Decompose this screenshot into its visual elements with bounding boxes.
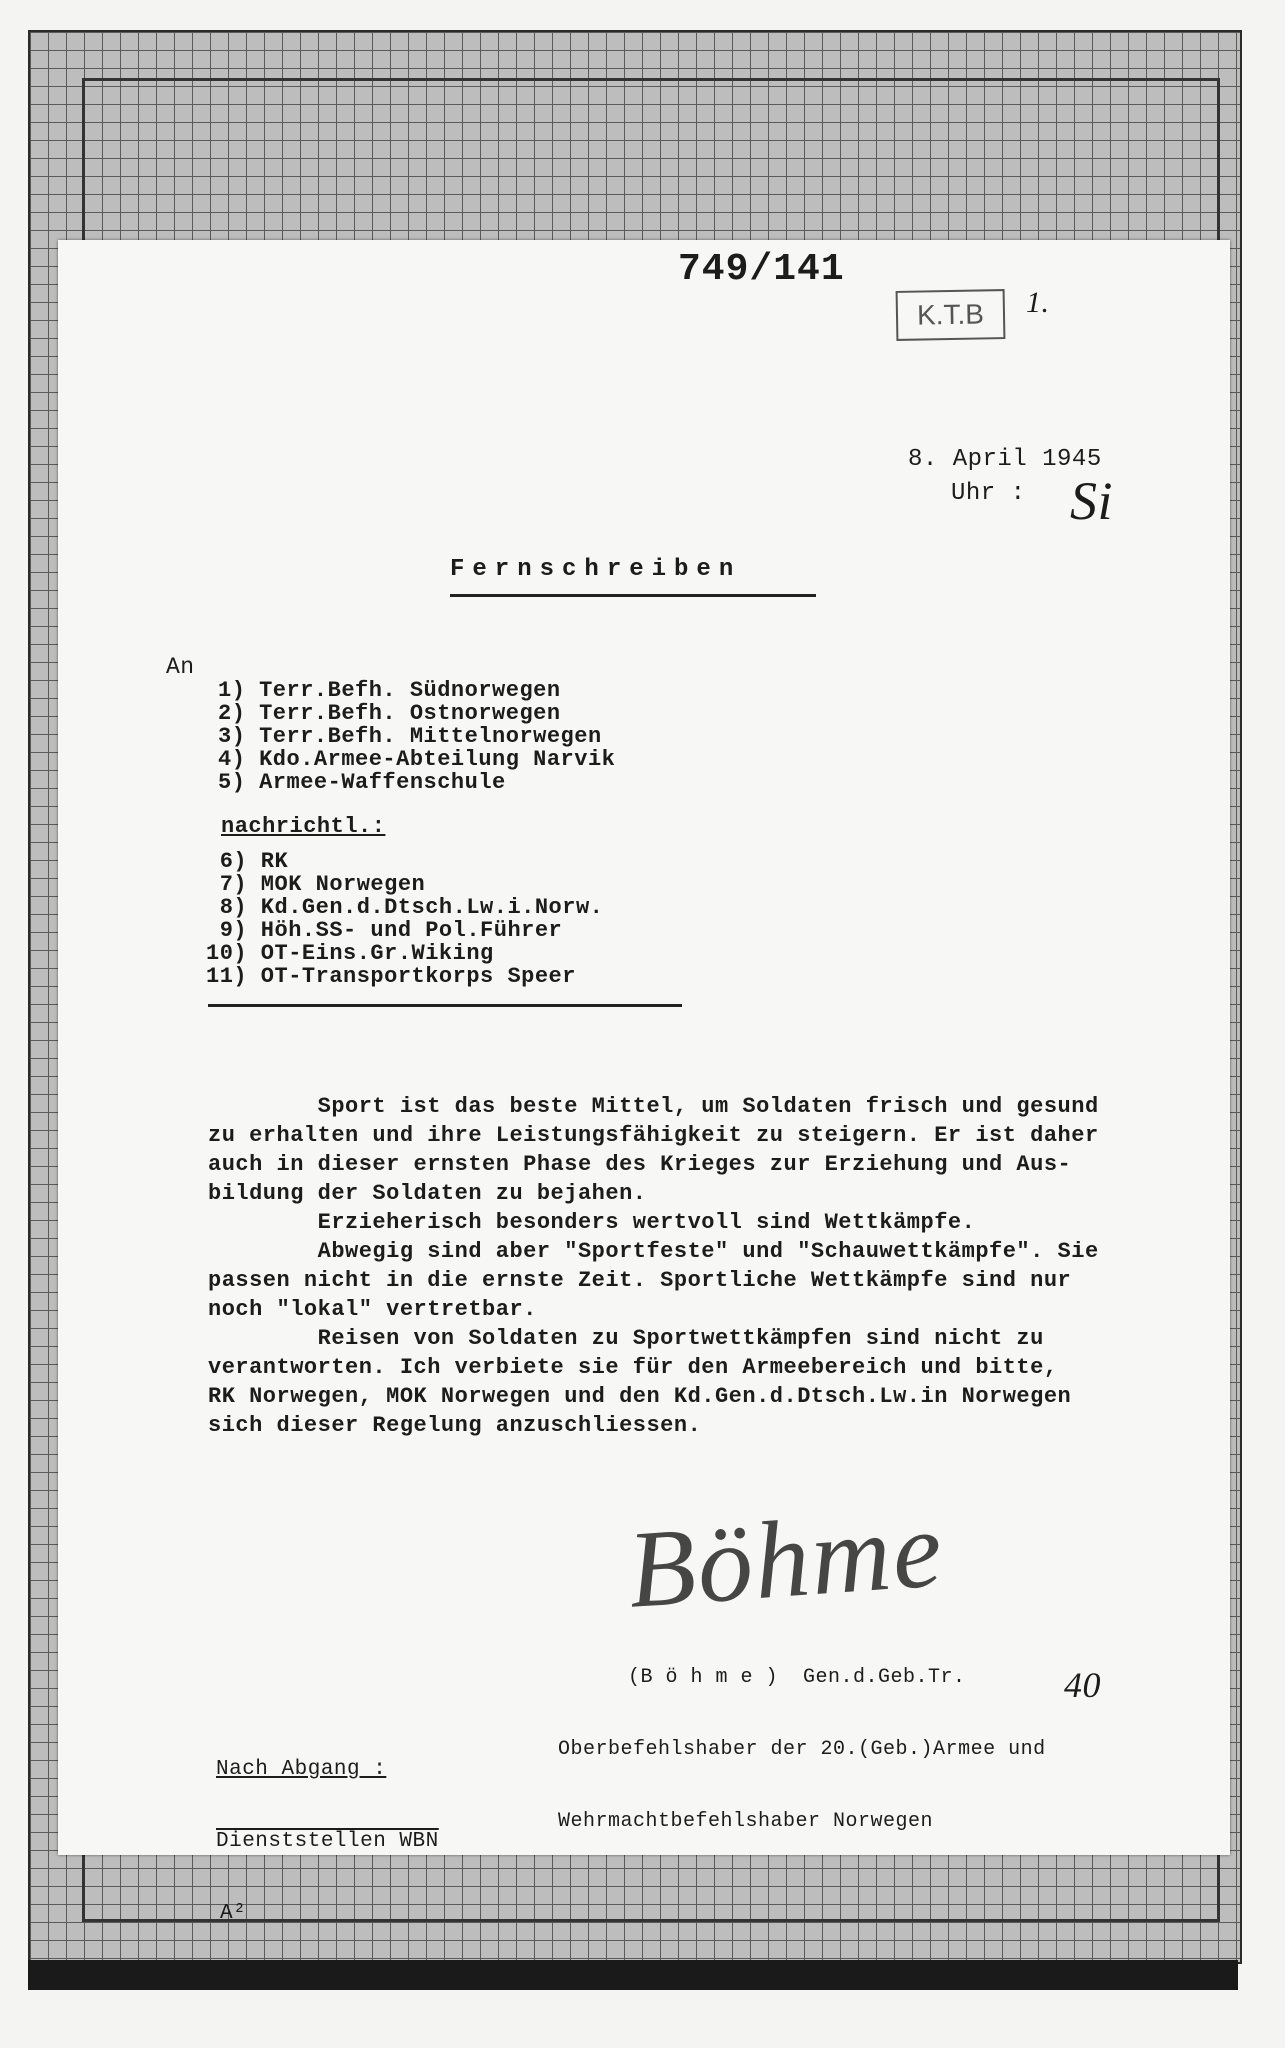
recipient-item: 1) Terr.Befh. Südnorwegen xyxy=(218,678,561,703)
body-paragraph xyxy=(208,1237,1108,1324)
distribution-rule xyxy=(208,1004,682,1007)
body-line: sich dieser Regelung anzuschliessen. xyxy=(208,1413,702,1438)
handwritten-signature: Böhme xyxy=(624,1487,948,1631)
body-line: Abwegig sind aber "Sportfeste" und "Schauwettkämpfe". Sie xyxy=(208,1239,1099,1264)
time-field: Uhr : xyxy=(951,480,1026,507)
after-dispatch-label: Nach Abgang : xyxy=(216,1758,387,1781)
recipient-item: 5) Armee-Waffenschule xyxy=(218,770,506,795)
info-recipient-item: 11) OT-Transportkorps Speer xyxy=(206,964,576,989)
signer-name: (B ö h m e ) Gen.d.Geb.Tr. xyxy=(628,1666,966,1689)
after-dispatch-note xyxy=(216,1710,439,1974)
info-recipient-item: 6) RK xyxy=(206,849,289,874)
recipient-item: 4) Kdo.Armee-Abteilung Narvik xyxy=(218,747,616,772)
after-dispatch-recipient: Dienststellen WBN xyxy=(216,1830,439,1853)
message-body xyxy=(208,1092,1108,1440)
scan-border xyxy=(28,1960,1238,1990)
recipient-item: 3) Terr.Befh. Mittelnorwegen xyxy=(218,724,602,749)
signer-title: Wehrmachtbefehlshaber Norwegen xyxy=(558,1810,934,1833)
body-paragraph xyxy=(208,1324,1108,1440)
body-paragraph xyxy=(208,1208,1108,1237)
body-line: zu erhalten und ihre Leistungsfähigkeit zu steigern. Er ist daher xyxy=(208,1123,1099,1148)
body-line: passen nicht in die ernste Zeit. Sportliche Wettkämpfe sind nur xyxy=(208,1268,1072,1293)
filing-mark: A² xyxy=(220,1902,247,1925)
body-line: Erzieherisch besonders wertvoll sind Wettkämpfe. xyxy=(208,1210,976,1235)
body-paragraph xyxy=(208,1092,1108,1208)
body-line: noch "lokal" vertretbar. xyxy=(208,1297,537,1322)
stamp-handwritten-mark: 1. xyxy=(1026,286,1050,319)
body-line: bildung der Soldaten zu bejahen. xyxy=(208,1181,647,1206)
date: 8. April 1945 xyxy=(908,446,1102,473)
body-line: RK Norwegen, MOK Norwegen und den Kd.Gen.d.Dtsch.Lw.in Norwegen xyxy=(208,1384,1072,1409)
addressee-label: An xyxy=(166,654,195,680)
title-underline xyxy=(450,594,816,597)
recipient-list xyxy=(218,679,615,794)
info-recipient-item: 7) MOK Norwegen xyxy=(206,872,426,897)
document-title: Fernschreiben xyxy=(450,556,742,583)
info-recipient-item: 10) OT-Eins.Gr.Wiking xyxy=(206,941,494,966)
handwritten-initial: Si xyxy=(1070,471,1114,531)
info-recipient-list xyxy=(206,850,603,988)
telex-sheet xyxy=(58,240,1230,1925)
handwritten-mark: 40 xyxy=(1064,1665,1101,1705)
body-line: Reisen von Soldaten zu Sportwettkämpfen sind nicht zu xyxy=(208,1326,1044,1351)
body-line: Sport ist das beste Mittel, um Soldaten frisch und gesund xyxy=(208,1094,1099,1119)
signer-title: Oberbefehlshaber der 20.(Geb.)Armee und xyxy=(558,1738,1046,1761)
ktb-stamp: K.T.B xyxy=(896,289,1006,341)
body-line: verantworten. Ich verbiete sie für den Armeebereich und bitte, xyxy=(208,1355,1058,1380)
info-recipient-item: 8) Kd.Gen.d.Dtsch.Lw.i.Norw. xyxy=(206,895,604,920)
document-number: 749/141 xyxy=(678,248,845,291)
body-line: auch in dieser ernsten Phase des Krieges zur Erziehung und Aus- xyxy=(208,1152,1072,1177)
info-copy-label: nachrichtl.: xyxy=(221,814,386,839)
info-recipient-item: 9) Höh.SS- und Pol.Führer xyxy=(206,918,563,943)
signature-block xyxy=(498,1618,1046,1882)
recipient-item: 2) Terr.Befh. Ostnorwegen xyxy=(218,701,561,726)
